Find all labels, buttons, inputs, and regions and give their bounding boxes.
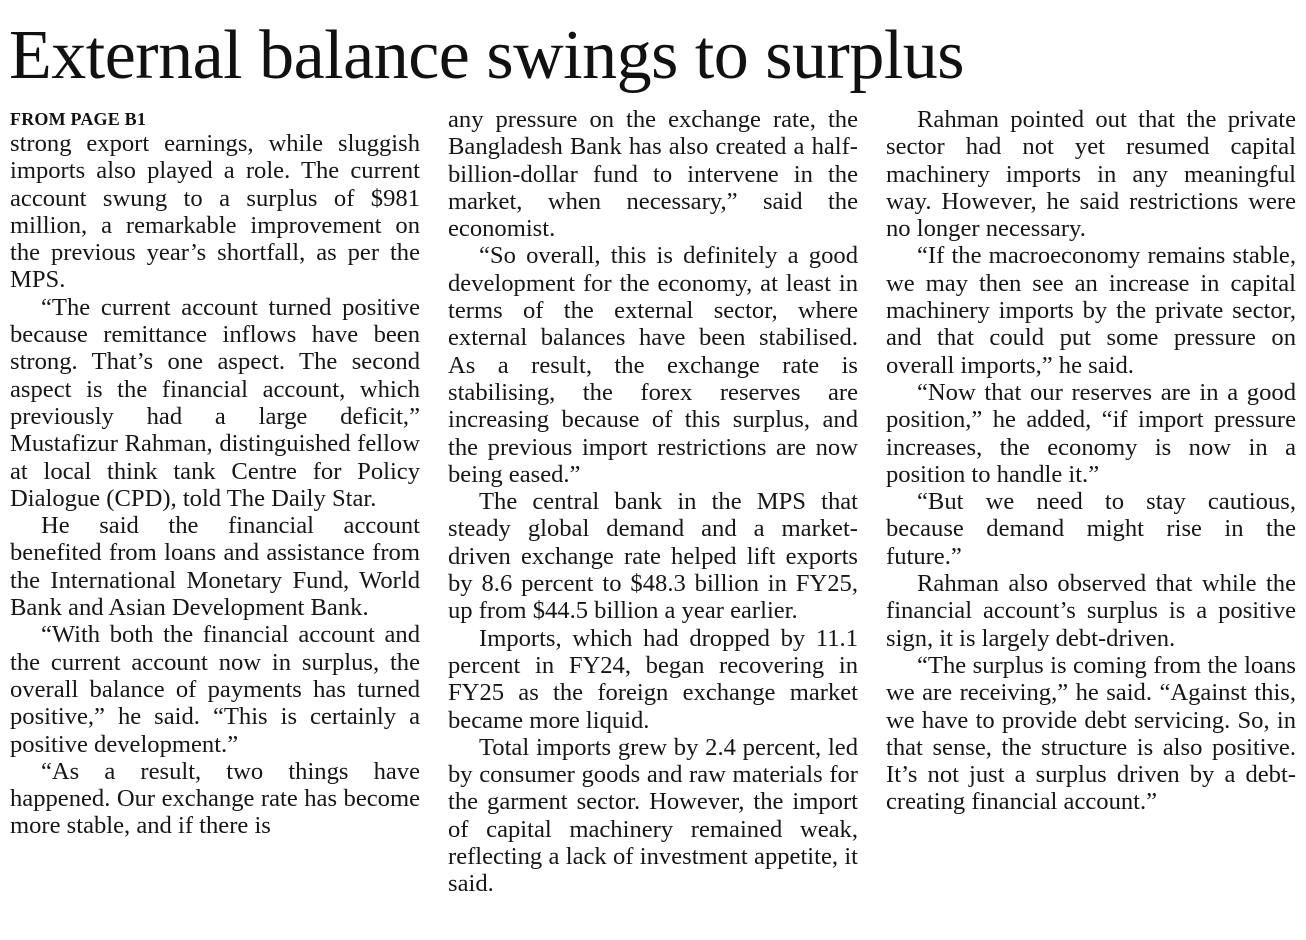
article-paragraph: “The surplus is coming from the loans we are receiving,” he said. “Against this, we have to provide debt servicing. So, in that sense, the structure is also positive. It’s not just a surplus driven by a debt-creating financial account.” (886, 651, 1296, 816)
article-paragraph: Rahman also observed that while the financial account’s surplus is a positive sign, it is largely debt-driven. (886, 570, 1296, 652)
article-paragraph: Total imports grew by 2.4 percent, led by consumer goods and raw materials for the garment sector. However, the import of capital machinery remained weak, reflecting a lack of investment appetite, it said. (448, 733, 858, 898)
article-paragraph: any pressure on the exchange rate, the Bangladesh Bank has also created a half-billion-dollar fund to intervene in the market, when necessary,” said the economist. (448, 106, 858, 243)
article-paragraph: “Now that our reserves are in a good position,” he added, “if import pressure increases, the economy is now in a position to handle it.” (886, 378, 1296, 488)
article-paragraph: The central bank in the MPS that steady global demand and a market-driven exchange rate helped lift exports by 8.6 percent to $48.3 billion in FY25, up from $44.5 billion a year earlier. (448, 488, 858, 625)
article-paragraph: “If the macroeconomy remains stable, we may then see an increase in capital machinery imports by the private sector, and that could put some pressure on overall imports,” he said. (886, 242, 1296, 379)
article-headline: External balance swings to surplus (9, 17, 965, 94)
article-paragraph: “As a result, two things have happened. Our exchange rate has become more stable, and if there is (10, 757, 420, 840)
article-column-1 (10, 106, 420, 840)
article-column-2 (448, 106, 858, 898)
continued-from-page-label: FROM PAGE B1 (10, 109, 147, 129)
article-paragraph: Imports, which had dropped by 11.1 percent in FY24, began recovering in FY25 as the foreign exchange market became more liquid. (448, 624, 858, 734)
article-paragraph: “But we need to stay cautious, because demand might rise in the future.” (886, 488, 1296, 570)
article-column-3 (886, 106, 1296, 816)
article-paragraph: “So overall, this is definitely a good development for the economy, at least in terms of the external sector, where external balances have been stabilised. As a result, the exchange rate is stabilising, the forex reserves are increasing because of this surplus, and the previous import restrictions are now being eased.” (448, 242, 858, 488)
article-paragraph: “With both the financial account and the current account now in surplus, the overall balance of payments has turned positive,” he said. “This is certainly a positive development.” (10, 621, 420, 758)
article-paragraph: strong export earnings, while sluggish imports also played a role. The current account swung to a surplus of $981 million, a remarkable improvement on the previous year’s shortfall, as per the MPS. (10, 130, 420, 294)
article-paragraph: “The current account turned positive because remittance inflows have been strong. That’s one aspect. The second aspect is the financial account, which previously had a large deficit,” Mustafizur Rahman, distinguished fellow at local think tank Centre for Policy Dialogue (CPD), told The Daily Star. (10, 293, 420, 512)
article-paragraph: Rahman pointed out that the private sector had not yet resumed capital machinery imports in any meaningful way. However, he said restrictions were no longer necessary. (886, 106, 1296, 243)
article-paragraph: He said the financial account benefited from loans and assistance from the International Monetary Fund, World Bank and Asian Development Bank. (10, 512, 420, 622)
